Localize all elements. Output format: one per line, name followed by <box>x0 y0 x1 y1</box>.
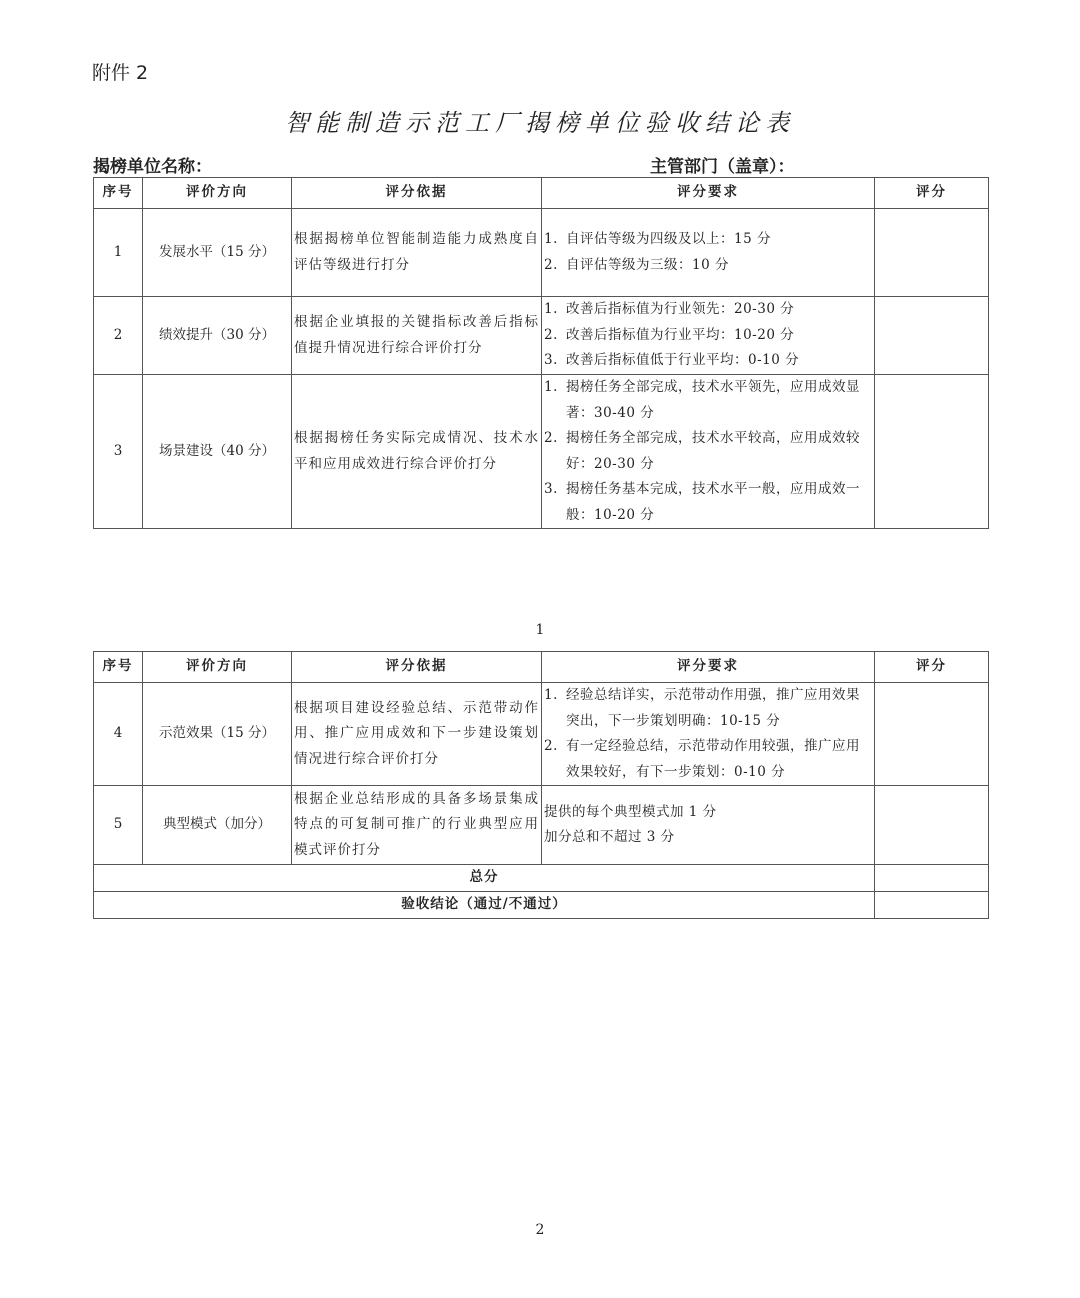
requirement-text: 经验总结详实，示范带动作用强，推广应用效果突出，下一步策划明确：10-15 分 <box>566 687 860 729</box>
requirement-text: 揭榜任务基本完成，技术水平一般，应用成效一般：10-20 分 <box>566 481 860 523</box>
requirement-number: 2. <box>544 256 558 273</box>
table-header-row <box>94 178 989 209</box>
row-no: 4 <box>94 683 143 786</box>
col-header-requirements: 评分要求 <box>542 652 875 683</box>
row-direction: 典型模式（加分） <box>143 786 292 865</box>
table-row <box>94 375 989 529</box>
row-score-cell <box>875 786 989 865</box>
row-requirements <box>542 297 875 375</box>
row-basis: 根据企业填报的关键指标改善后指标值提升情况进行综合评价打分 <box>292 297 542 375</box>
requirement-number: 1. <box>544 379 558 395</box>
col-header-requirements: 评分要求 <box>542 178 875 209</box>
requirement-text: 自评估等级为四级及以上：15 分 <box>566 231 771 247</box>
dept-label: 主管部门（盖章）： <box>650 157 795 177</box>
row-requirements <box>542 786 875 865</box>
table-header-row <box>94 652 989 683</box>
row-direction: 绩效提升（30 分） <box>143 297 292 375</box>
requirement-text: 自评估等级为三级：10 分 <box>566 256 729 273</box>
row-score-cell <box>875 209 989 297</box>
evaluation-table-page2 <box>93 651 989 919</box>
requirement-number: 2. <box>544 430 558 446</box>
requirement-number: 2. <box>544 326 558 343</box>
requirement-number: 1. <box>544 231 558 247</box>
col-header-basis: 评分依据 <box>292 652 542 683</box>
row-no: 3 <box>94 375 143 529</box>
row-no: 5 <box>94 786 143 865</box>
row-requirements <box>542 209 875 297</box>
row-direction: 发展水平（15 分） <box>143 209 292 297</box>
requirement-line: 提供的每个典型模式加 1 分 <box>544 803 717 820</box>
conclusion-cell <box>875 892 989 919</box>
row-direction: 场景建设（40 分） <box>143 375 292 529</box>
requirement-number: 3. <box>544 352 558 369</box>
col-header-no: 序号 <box>94 178 143 209</box>
requirement-number: 1. <box>544 687 558 703</box>
requirement-item <box>544 323 872 349</box>
row-score-cell <box>875 297 989 375</box>
requirement-item <box>544 734 872 785</box>
table-row <box>94 209 989 297</box>
col-header-score: 评分 <box>875 652 989 683</box>
requirement-number: 2. <box>544 738 558 754</box>
row-basis: 根据项目建设经验总结、示范带动作用、推广应用成效和下一步建设策划情况进行综合评价打分 <box>292 683 542 786</box>
requirement-item <box>544 227 872 253</box>
requirement-item <box>544 426 872 477</box>
requirement-item <box>544 348 872 374</box>
col-header-basis: 评分依据 <box>292 178 542 209</box>
col-header-no: 序号 <box>94 652 143 683</box>
table-row <box>94 297 989 375</box>
row-direction: 示范效果（15 分） <box>143 683 292 786</box>
col-header-direction: 评价方向 <box>143 178 292 209</box>
requirement-text: 有一定经验总结，示范带动作用较强，推广应用效果较好，有下一步策划：0-10 分 <box>566 738 860 780</box>
page-title: 智能制造示范工厂揭榜单位验收结论表 <box>285 109 795 137</box>
total-label: 总分 <box>94 865 875 892</box>
table-row <box>94 786 989 865</box>
row-basis: 根据揭榜任务实际完成情况、技术水平和应用成效进行综合评价打分 <box>292 375 542 529</box>
total-score-cell <box>875 865 989 892</box>
requirement-text: 揭榜任务全部完成，技术水平领先，应用成效显著：30-40 分 <box>566 379 860 421</box>
requirement-text: 改善后指标值为行业领先：20-30 分 <box>566 301 795 318</box>
requirement-text: 改善后指标值为行业平均：10-20 分 <box>566 326 795 343</box>
row-no: 2 <box>94 297 143 375</box>
requirement-number: 3. <box>544 481 558 497</box>
requirement-text: 改善后指标值低于行业平均：0-10 分 <box>566 352 800 369</box>
table-row <box>94 683 989 786</box>
conclusion-label: 验收结论（通过/不通过） <box>94 892 875 919</box>
requirement-item <box>544 683 872 734</box>
col-header-score: 评分 <box>875 178 989 209</box>
row-requirements <box>542 683 875 786</box>
row-basis: 根据揭榜单位智能制造能力成熟度自评估等级进行打分 <box>292 209 542 297</box>
requirement-item <box>544 297 872 323</box>
requirement-number: 1. <box>544 301 558 318</box>
col-header-direction: 评价方向 <box>143 652 292 683</box>
row-score-cell <box>875 375 989 529</box>
requirement-line: 加分总和不超过 3 分 <box>544 829 675 845</box>
row-score-cell <box>875 683 989 786</box>
row-no: 1 <box>94 209 143 297</box>
attachment-label: 附件 2 <box>92 62 149 84</box>
evaluation-table-page1 <box>93 177 989 529</box>
requirement-item <box>544 375 872 426</box>
org-name-label: 揭榜单位名称： <box>93 157 212 177</box>
total-row <box>94 865 989 892</box>
conclusion-row <box>94 892 989 919</box>
requirement-text: 揭榜任务全部完成，技术水平较高，应用成效较好：20-30 分 <box>566 430 860 472</box>
requirement-item <box>544 253 872 279</box>
requirement-item <box>544 477 872 528</box>
page-number-1: 1 <box>535 622 545 638</box>
page-number-2: 2 <box>535 1222 545 1238</box>
row-requirements <box>542 375 875 529</box>
row-basis: 根据企业总结形成的具备多场景集成特点的可复制可推广的行业典型应用模式评价打分 <box>292 786 542 865</box>
